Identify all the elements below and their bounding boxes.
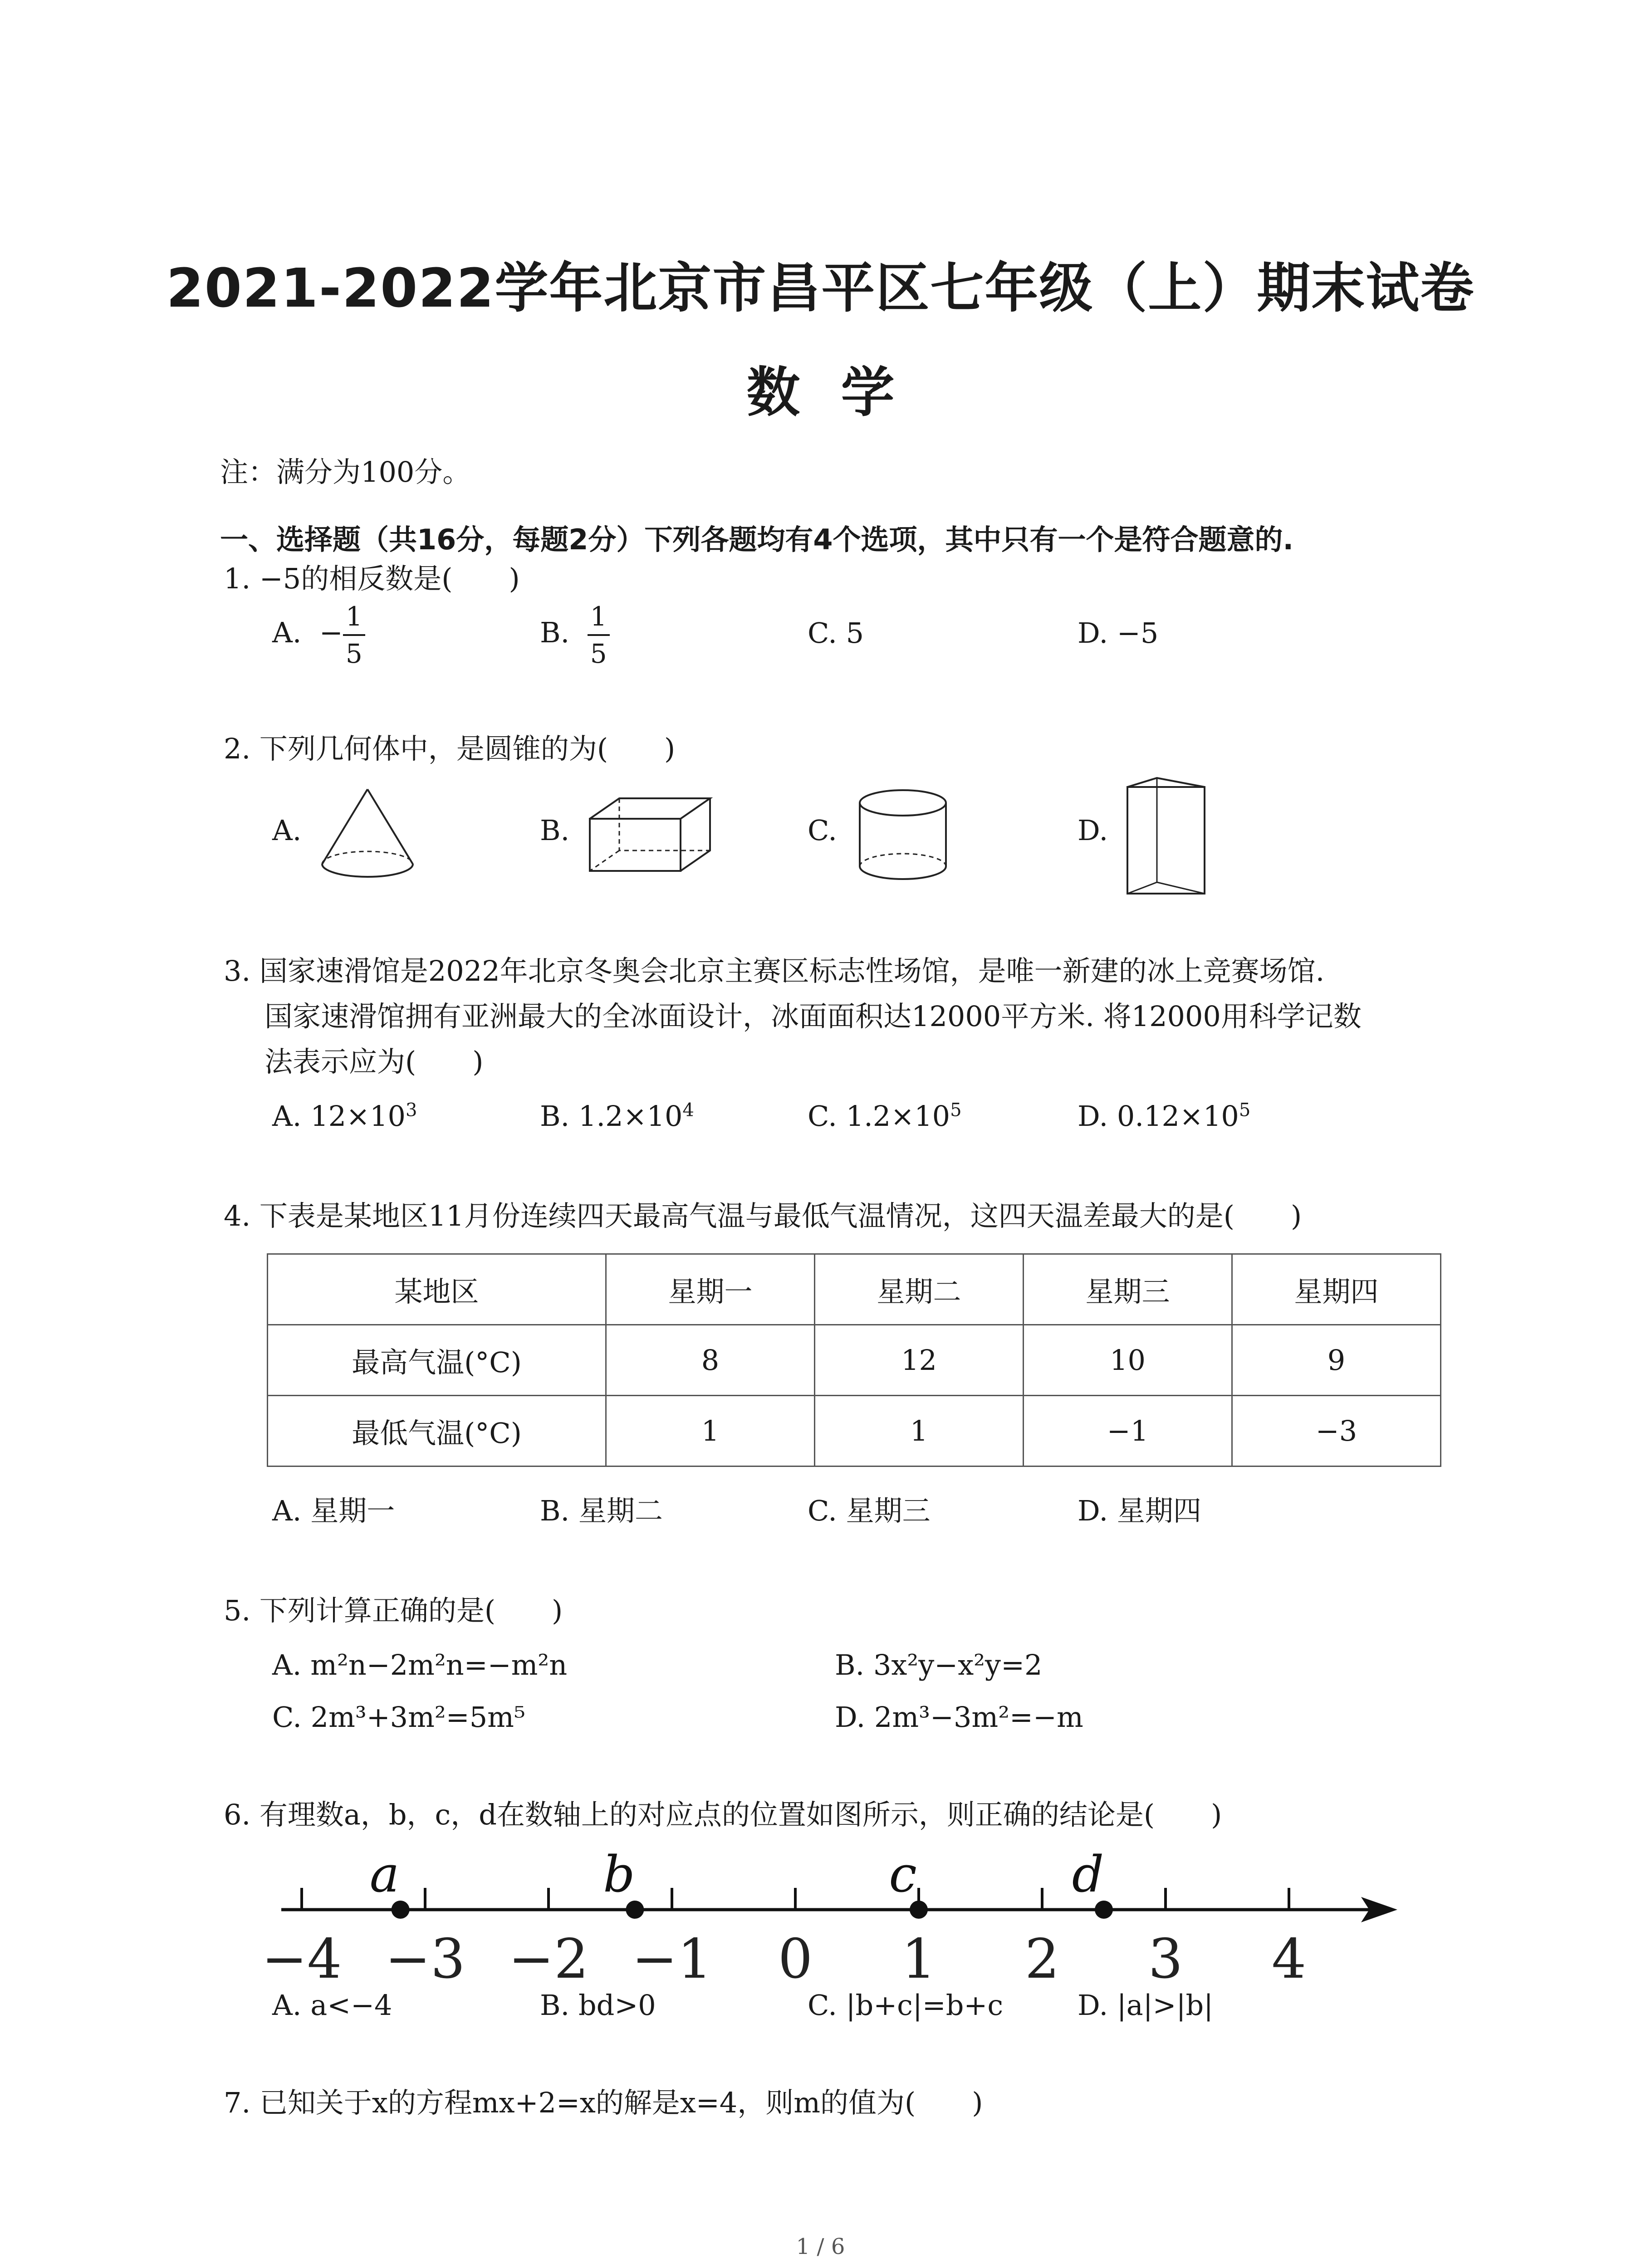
point-label: c <box>889 1846 917 1903</box>
point-dot <box>1095 1901 1113 1919</box>
q5-stem: 5. 下列计算正确的是( ) <box>224 1594 563 1627</box>
table-cell: −3 <box>1232 1396 1441 1466</box>
point-label: a <box>369 1846 400 1903</box>
page-number: 1 / 6 <box>796 2234 845 2259</box>
q6-option-b[interactable]: B. bd>0 <box>540 1989 656 2022</box>
q4-option-a[interactable]: A. 星期一 <box>272 1494 395 1527</box>
table-cell: 12 <box>815 1325 1024 1396</box>
q2-option-a[interactable]: A. <box>272 814 302 847</box>
table-header-cell: 星期二 <box>815 1254 1024 1325</box>
point-label: d <box>1072 1846 1104 1903</box>
q1-b-denominator: 5 <box>590 638 607 669</box>
prism-figure <box>1121 776 1211 898</box>
q1-option-a[interactable] <box>272 603 365 667</box>
q4-option-c[interactable]: C. 星期三 <box>808 1494 931 1527</box>
q6-stem: 6. 有理数a，b，c，d在数轴上的对应点的位置如图所示，则正确的结论是( ) <box>224 1798 1222 1831</box>
tick-label: 2 <box>1024 1928 1060 1991</box>
point-dot <box>392 1901 410 1919</box>
table-cell: −1 <box>1024 1396 1232 1466</box>
q3-c-base: C. 1.2×10 <box>808 1100 950 1133</box>
section-heading: 一、选择题（共16分，每题2分）下列各题均有4个选项，其中只有一个是符合题意的. <box>220 523 1294 556</box>
q1-a-fraction <box>343 603 365 667</box>
tick-label: 0 <box>778 1928 813 1991</box>
q2-option-d[interactable]: D. <box>1078 814 1108 847</box>
q3-b-exponent: 4 <box>682 1100 694 1121</box>
q3-option-a[interactable] <box>272 1100 417 1133</box>
table-row <box>268 1325 1441 1396</box>
table-cell: 1 <box>815 1396 1024 1466</box>
table-header-cell: 星期四 <box>1232 1254 1441 1325</box>
q3-option-b[interactable] <box>540 1100 694 1133</box>
cone-figure <box>318 785 417 885</box>
q7-stem: 7. 已知关于x的方程mx+2=x的解是x=4，则m的值为( ) <box>224 2086 983 2119</box>
table-row-label: 最低气温(°C) <box>268 1396 606 1466</box>
q6-option-a[interactable]: A. a<−4 <box>272 1989 392 2022</box>
q5-option-c[interactable]: C. 2m³+3m²=5m⁵ <box>272 1701 525 1734</box>
tick-label: −1 <box>632 1928 712 1991</box>
table-cell: 9 <box>1232 1325 1441 1396</box>
q3-option-c[interactable] <box>808 1100 962 1133</box>
point-label: b <box>603 1846 635 1903</box>
q5-option-b[interactable]: B. 3x²y−x²y=2 <box>835 1648 1043 1681</box>
temperature-table <box>267 1253 1441 1467</box>
tick-label: −2 <box>508 1928 589 1991</box>
table-cell: 1 <box>606 1396 815 1466</box>
exam-title: 2021-2022学年北京市昌平区七年级（上）期末试卷 <box>166 257 1475 319</box>
q3-b-base: B. 1.2×10 <box>540 1100 683 1133</box>
q4-stem: 4. 下表是某地区11月份连续四天最高气温与最低气温情况，这四天温差最大的是( ) <box>224 1199 1302 1232</box>
q2-option-c[interactable]: C. <box>808 814 837 847</box>
q1-a-denominator: 5 <box>345 638 362 669</box>
table-header-cell: 某地区 <box>268 1254 606 1325</box>
tick-label: 4 <box>1271 1928 1307 1991</box>
point-dot <box>910 1901 928 1919</box>
q5-option-a[interactable]: A. m²n−2m²n=−m²n <box>272 1648 568 1681</box>
cylinder-figure <box>853 785 953 889</box>
q1-a-sign: − <box>319 616 343 650</box>
q4-option-d[interactable]: D. 星期四 <box>1078 1494 1201 1527</box>
q1-b-label: B. <box>540 616 570 650</box>
q1-option-d[interactable]: D. −5 <box>1078 616 1159 650</box>
tick-label: −4 <box>261 1928 342 1991</box>
point-dot <box>626 1901 644 1919</box>
table-header-cell: 星期一 <box>606 1254 815 1325</box>
q3-d-exponent: 5 <box>1239 1100 1251 1121</box>
tick-label: 3 <box>1148 1928 1183 1991</box>
cuboid-figure <box>585 794 717 875</box>
subject-title: 数学 <box>746 361 936 424</box>
q3-a-base: A. 12×10 <box>272 1100 406 1133</box>
q4-option-b[interactable]: B. 星期二 <box>540 1494 663 1527</box>
table-row <box>268 1396 1441 1466</box>
q1-option-c[interactable]: C. 5 <box>808 616 864 650</box>
q1-stem: 1. −5的相反数是( ) <box>224 562 520 595</box>
q1-a-label: A. <box>272 616 302 650</box>
table-cell: 8 <box>606 1325 815 1396</box>
q3-line2: 国家速滑馆拥有亚洲最大的全冰面设计，冰面面积达12000平方米. 将12000用科学记数 <box>265 1000 1362 1033</box>
score-note: 注：满分为100分。 <box>220 455 471 489</box>
table-cell: 10 <box>1024 1325 1232 1396</box>
table-row-label: 最高气温(°C) <box>268 1325 606 1396</box>
q2-stem: 2. 下列几何体中，是圆锥的为( ) <box>224 732 676 765</box>
q3-line3: 法表示应为( ) <box>265 1045 484 1078</box>
q3-d-base: D. 0.12×10 <box>1078 1100 1239 1133</box>
table-header-row <box>268 1254 1441 1325</box>
q3-option-d[interactable] <box>1078 1100 1251 1133</box>
q1-option-b[interactable] <box>540 603 610 667</box>
q6-option-d[interactable]: D. |a|>|b| <box>1078 1989 1214 2022</box>
tick-label: −3 <box>385 1928 465 1991</box>
q6-option-c[interactable]: C. |b+c|=b+c <box>808 1989 1004 2022</box>
number-line-figure <box>254 1846 1416 1991</box>
q1-b-fraction <box>588 603 610 667</box>
q3-c-exponent: 5 <box>950 1100 962 1121</box>
q2-option-b[interactable]: B. <box>540 814 570 847</box>
tick-label: 1 <box>901 1928 936 1991</box>
q1-b-numerator: 1 <box>588 603 610 636</box>
q3-a-exponent: 3 <box>405 1100 417 1121</box>
q3-line1: 3. 国家速滑馆是2022年北京冬奥会北京主赛区标志性场馆，是唯一新建的冰上竞赛场馆. <box>224 954 1325 987</box>
q5-option-d[interactable]: D. 2m³−3m²=−m <box>835 1701 1083 1734</box>
q1-a-numerator: 1 <box>343 603 365 636</box>
table-header-cell: 星期三 <box>1024 1254 1232 1325</box>
